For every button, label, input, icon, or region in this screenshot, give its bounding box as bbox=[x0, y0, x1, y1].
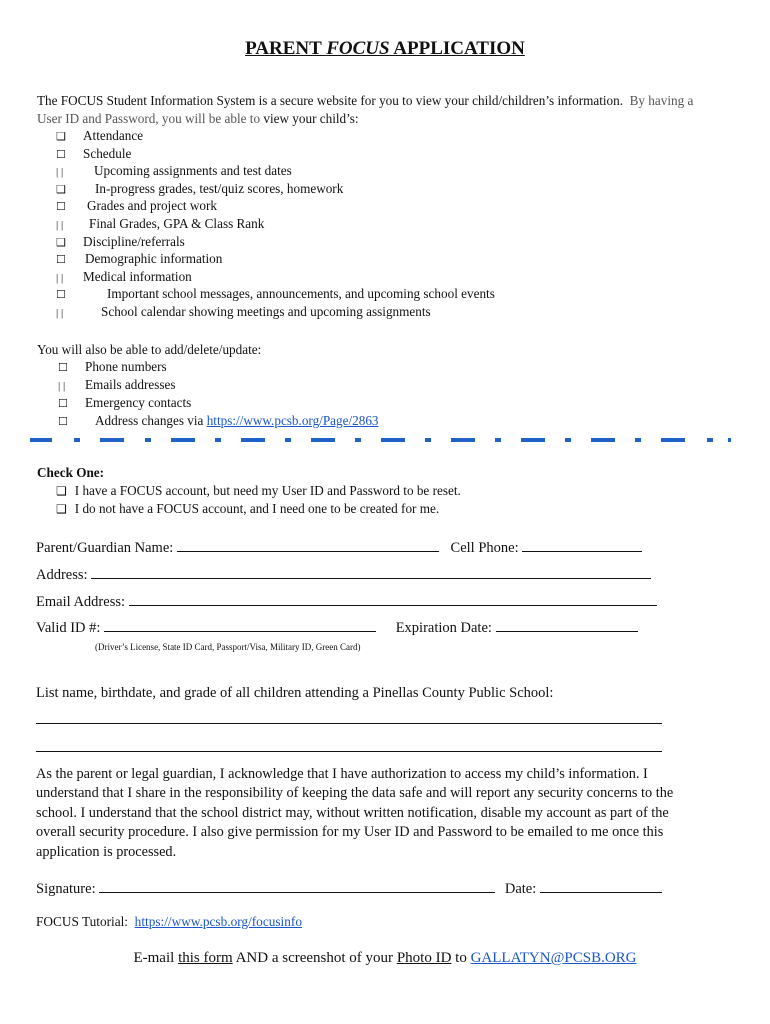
photo-id-link[interactable]: Photo ID bbox=[396, 950, 452, 966]
list-item: ❑ Attendance bbox=[56, 128, 144, 143]
list-item: ☐ Phone numbers bbox=[58, 359, 167, 374]
list-item: ☐ Schedule bbox=[56, 145, 132, 161]
list-item: ❑ Discipline/referrals bbox=[56, 233, 185, 249]
list-item: | | Emails addresses bbox=[58, 377, 176, 392]
address-change-link[interactable]: https://www.pcsb.org/Page/2863 bbox=[206, 413, 379, 428]
date-field[interactable] bbox=[540, 878, 662, 893]
parent-name-field[interactable] bbox=[177, 537, 439, 552]
email-instructions: E-mail this form AND a screenshot of your Photo ID to GALLATYN@PCSB.ORG bbox=[133, 950, 637, 966]
list-item: ☐ Demographic information bbox=[56, 251, 223, 267]
cell-phone-field[interactable] bbox=[522, 537, 642, 552]
list-item: ☐ Address changes via https://www.pcsb.org/Page/2863 bbox=[58, 413, 379, 428]
list-item: ❑ In-progress grades, test/quiz scores, homework bbox=[56, 180, 344, 196]
checkbox-icon[interactable]: ❑ bbox=[56, 484, 67, 498]
dashed-divider bbox=[30, 438, 735, 444]
address-field[interactable] bbox=[91, 564, 651, 579]
children-prompt: List name, birthdate, and grade of all children attending a Pinellas County Public School: bbox=[36, 685, 554, 701]
parent-name-row: Parent/Guardian Name: Cell Phone: bbox=[36, 537, 642, 557]
id-note: (Driver’s License, State ID Card, Passport/Visa, Military ID, Green Card) bbox=[95, 642, 361, 652]
this-form-link[interactable]: this form bbox=[178, 950, 233, 966]
list-item: ☐ Grades and project work bbox=[56, 198, 217, 214]
checkbox-icon[interactable]: ❑ bbox=[56, 502, 67, 516]
check-one-heading: Check One: bbox=[37, 465, 105, 480]
address-row: Address: bbox=[36, 564, 651, 584]
option-new-account[interactable]: ❑ I do not have a FOCUS account, and I need one to be created for me. bbox=[56, 501, 440, 516]
option-reset-account[interactable]: ❑ I have a FOCUS account, but need my User ID and Password to be reset. bbox=[56, 483, 461, 498]
update-intro: You will also be able to add/delete/update: bbox=[37, 342, 262, 357]
children-line-2[interactable] bbox=[36, 751, 662, 752]
list-item: ☐ Emergency contacts bbox=[58, 395, 192, 410]
valid-id-row: Valid ID #: Expiration Date: bbox=[36, 617, 638, 637]
expiration-date-field[interactable] bbox=[496, 617, 638, 632]
page-title: PARENT FOCUS APPLICATION bbox=[245, 38, 525, 59]
email-field[interactable] bbox=[129, 591, 657, 606]
children-line-1[interactable] bbox=[36, 723, 662, 724]
acknowledgement-paragraph: As the parent or legal guardian, I acknowledge that I have authorization to access my child’s information. I understand that I share in the responsibility of keeping the data safe and will report any security concerns to the school. I understand that the school district may, without written notification, disable my account as part of the overall security procedure. I also give permission for my User ID and Password to be emailed to me once this application is processed. bbox=[36, 766, 674, 860]
valid-id-field[interactable] bbox=[104, 617, 376, 632]
list-item: | | Medical information bbox=[56, 268, 192, 284]
tutorial-row: FOCUS Tutorial: https://www.pcsb.org/focusinfo bbox=[36, 914, 302, 929]
list-item: ☐ Important school messages, announcements, and upcoming school events bbox=[56, 286, 495, 302]
tutorial-link[interactable]: https://www.pcsb.org/focusinfo bbox=[134, 914, 302, 929]
signature-field[interactable] bbox=[99, 878, 495, 893]
email-link[interactable]: GALLATYN@PCSB.ORG bbox=[470, 950, 637, 966]
list-item: | | School calendar showing meetings and upcoming assignments bbox=[56, 304, 431, 319]
email-row: Email Address: bbox=[36, 591, 657, 611]
signature-row: Signature: Date: bbox=[36, 878, 662, 898]
list-item: | | Final Grades, GPA & Class Rank bbox=[56, 216, 265, 231]
list-item: | | Upcoming assignments and test dates bbox=[56, 163, 292, 179]
intro-paragraph: The FOCUS Student Information System is a secure website for you to view your child/children’s information. By having a User ID and Password, you will be able to view your child’s: bbox=[37, 93, 694, 126]
